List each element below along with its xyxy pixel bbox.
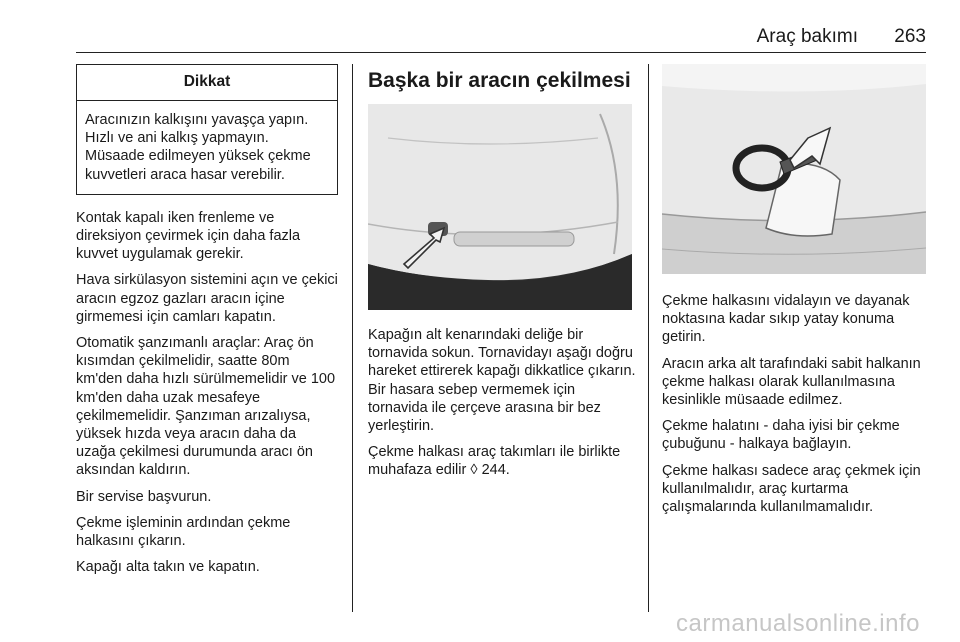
reference-text: Çekme halkası araç takımları ile birlikte muhafaza edilir <box>368 444 621 479</box>
column-divider <box>648 64 649 612</box>
paragraph: Bir servise başvurun. <box>76 488 212 505</box>
paragraph: Kapağın alt kenarındaki deliğe bir tornavida sokun. Tornavidayı aşağı doğru hareket ettirerek kapağı dikkatlice çıkarın. Bir hasara sebep vermemek için tornavida ile çerçeve arasına bir bez yerleştirin. <box>368 327 636 435</box>
column-middle <box>368 64 636 488</box>
section-heading: Başka bir aracın çekilmesi <box>368 69 631 92</box>
tow-eye-illustration <box>662 64 926 274</box>
page-ref-arrow-icon: ◊ <box>470 462 478 479</box>
paragraph: Çekme halkası sadece araç çekmek için kullanılmalıdır, araç kurtarma çalışmalarında kullanılmamalıdır. <box>662 462 921 516</box>
paragraph: Hava sirkülasyon sistemini açın ve çekici aracın egzoz gazları aracın içine girmemesi için camları kapatın. <box>76 272 338 325</box>
warning-text: Aracınızın kalkışını yavaşça yapın. Hızlı ve ani kalkış yapmayın. Müsaade edilmeyen yüksek çekme kuvvetleri araca hasar verebilir. <box>85 112 311 183</box>
column-left <box>76 64 338 584</box>
warning-box <box>76 64 338 195</box>
reference-page: 244. <box>481 462 510 479</box>
warning-title: Dikkat <box>77 65 337 101</box>
page-header <box>76 22 926 53</box>
paragraph: Çekme halkasını vidalayın ve dayanak noktasına kadar sıkıp yatay konuma getirin. <box>662 293 910 346</box>
page-number: 263 <box>894 26 926 47</box>
paragraph: Çekme halatını - daha iyisi bir çekme çubuğunu - halkaya bağlayın. <box>662 418 900 453</box>
paragraph: Kapağı alta takın ve kapatın. <box>76 559 260 576</box>
paragraph: Kontak kapalı iken frenleme ve direksiyon çevirmek için daha fazla kuvvet uygulamak gerekir. <box>76 209 301 263</box>
column-divider <box>352 64 353 612</box>
cover-removal-illustration <box>368 104 632 310</box>
paragraph: Aracın arka alt tarafındaki sabit halkanın çekme halkası olarak kullanılmasına kesinlikle müsaade edilmez. <box>662 355 921 409</box>
paragraph: Çekme işleminin ardından çekme halkasını çıkarın. <box>76 514 291 550</box>
reference-paragraph <box>368 443 636 479</box>
paragraph: Otomatik şanzımanlı araçlar: Araç ön kısımdan çekilmelidir, saatte 80m km'den daha hızlı sürülmemelidir ve 100 km'den daha uzak mesafeye çekilmemelidir. Şanzıman arızalıysa, yüksek hızda veya aracın daha da uzağa çekilmesi durumunda aracı ön aksından kaldırın. <box>76 335 336 479</box>
column-right <box>662 64 926 524</box>
section-title: Araç bakımı <box>756 26 858 47</box>
watermark: carmanualsonline.info <box>676 610 920 637</box>
